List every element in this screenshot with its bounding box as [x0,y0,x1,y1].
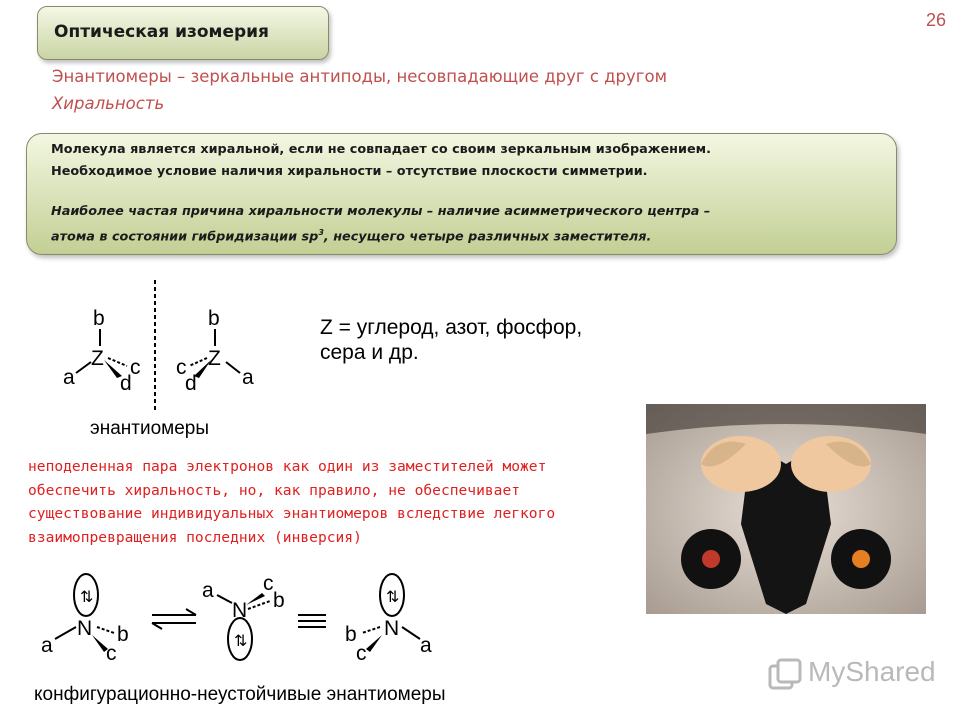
right-sub-d: d [185,372,197,395]
page-number: 26 [925,10,946,30]
definition-line-3: Наиболее частая причина хиральности молекулы – наличие асимметрического центра – [51,204,711,219]
definition-line-1: Молекула является хиральной, если не совпадает со своим зеркальным изображением. [51,142,711,157]
left-sub-c: c [130,356,141,379]
right-sub-b: b [208,307,220,330]
subtitle-chirality: Хиральность [52,94,165,113]
unstable-enantiomers-caption: конфигурационно-неустойчивые энантиомеры [34,684,446,705]
right-enantiomer [176,307,254,395]
right-sub-a: a [242,366,254,389]
n1-sub-c: c [106,642,117,665]
inversion-note-line-4: взаимопревращения последних (инверсия) [28,528,362,546]
n2-sub-a: a [202,579,214,602]
myshared-logo [766,654,936,694]
z-definition-line-1: Z = углерод, азот, фосфор, [320,316,583,339]
definition-line-2: Необходимое условие наличия хиральности – отсутствие плоскости симметрии. [51,164,648,179]
left-sub-d: d [120,372,132,395]
inversion-note [28,455,638,549]
equivalence-sign [298,615,326,627]
svg-text:⇅: ⇅ [234,633,248,650]
mirror-photo [646,404,926,614]
logo-text: MyShared [808,656,936,687]
n1-sub-a: a [41,634,53,657]
z-definition [320,315,582,365]
z-definition-line-2: сера и др. [320,341,419,364]
nitrogen-molecule-2 [202,572,285,660]
n2-sub-b: b [273,589,285,612]
right-sub-c: c [176,356,187,379]
n-atom-3: N [384,617,400,640]
n2-sub-c: c [263,572,274,595]
title-box [37,6,329,60]
n3-sub-a: a [420,634,432,657]
left-sub-b: b [93,307,105,330]
svg-text:⇅: ⇅ [386,589,400,606]
n1-sub-b: b [117,623,129,646]
left-center-z: Z [91,347,104,370]
definition-box [26,133,897,255]
definition-line-4: атома в состоянии гибридизации $sp^3$, несущего четыре различных заместителя. [51,228,652,245]
nitrogen-inversion-diagram [0,565,480,675]
left-sub-a: a [63,366,75,389]
n-atom-1: N [77,617,93,640]
n-atom-2: N [232,599,248,622]
nitrogen-molecule-3 [345,574,432,665]
svg-text:⇅: ⇅ [80,589,94,606]
enantiomers-caption: энантиомеры [90,418,209,439]
slide-title: Оптическая изомерия [54,22,269,42]
logo-icon [766,656,804,694]
n3-sub-c: c [356,642,367,665]
equilibrium-arrows [152,609,196,629]
right-center-z: Z [208,347,221,370]
nitrogen-molecule-1 [41,574,129,665]
inversion-note-line-1: неподеленная пара электронов как один из заместителей может [28,458,547,475]
inversion-note-line-2: обеспечить хиральность, но, как правило, не обеспечивает [28,481,521,499]
inversion-note-line-3: существование индивидуальных энантиомеров вследствие легкого [28,505,556,522]
subtitle-enantiomers: Энантиомеры – зеркальные антиподы, несовпадающие друг с другом [52,67,668,86]
left-enantiomer [63,307,141,395]
n3-sub-b: b [345,623,357,646]
